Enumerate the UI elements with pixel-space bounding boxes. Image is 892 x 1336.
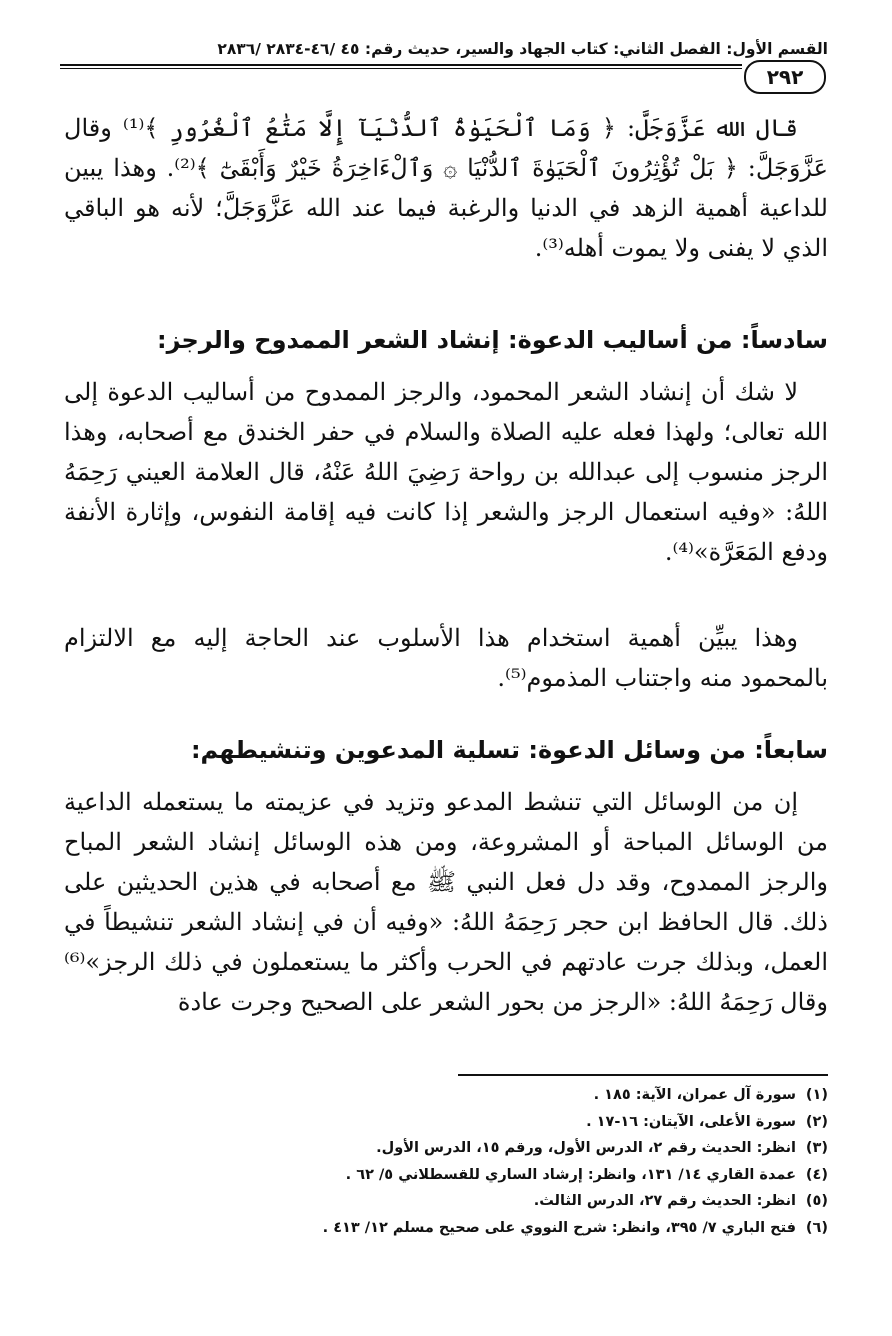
header-rule-thin [60, 68, 742, 69]
paragraph-poetry [64, 372, 828, 572]
page-number: ٢٩٢ [744, 60, 826, 94]
footnote-text: انظر: الحديث رقم ٢، الدرس الأول، ورقم ١٥، الدرس الأول. [376, 1140, 796, 1156]
footnote-number: (٥) [805, 1193, 828, 1209]
paragraph-zuhd [64, 108, 828, 268]
footnote-item [88, 1215, 828, 1242]
footnote-text: سورة الأعلى، الآيتان: ١٦-١٧ . [586, 1113, 796, 1130]
footnote-item [88, 1162, 828, 1189]
footnote-text: عمدة القاري ١٤/ ١٣١، وانظر: إرشاد الساري للقسطلاني ٥/ ٦٢ . [345, 1166, 796, 1183]
footnote-number: (٦) [805, 1219, 828, 1236]
header-rule [60, 64, 742, 66]
footnote-divider [458, 1074, 828, 1076]
footnote-number: (٢) [805, 1113, 828, 1130]
section-heading-six: سادساً: من أساليب الدعوة: إنشاد الشعر الممدوح والرجز: [157, 326, 828, 354]
footnote-item [88, 1082, 828, 1109]
footnote-text: سورة آل عمران، الآية: ١٨٥ . [593, 1087, 796, 1103]
footnote-number: (٣) [805, 1140, 828, 1156]
footnote-number: (٤) [805, 1166, 828, 1183]
paragraph-text: لا شك أن إنشاد الشعر المحمود، والرجز الممدوح من أساليب الدعوة إلى الله تعالى؛ ولهذا فعله عليه الصلاة والسلام في حفر الخندق مع أصحابه، وهذا الرجز منسوب إلى عبدالله بن رواحة رَضِيَ اللهُ عَنْهُ، قال العلامة العيني رَحِمَهُ اللهُ: «وفيه استعمال الرجز والشعر إذا كانت فيه إقامة النفوس، وإثارة الأنفة ودفع المَعَرَّة»⁽⁴⁾. [64, 378, 828, 566]
footnote-number: (١) [805, 1087, 828, 1103]
footnote-item [88, 1109, 828, 1136]
paragraph-text: قال الله عَزَّوَجَلَّ: ﴿ وَمَا ٱلْحَيَوٰةُ ٱلدُّنْيَآ إِلَّا مَتَٰعُ ٱلْغُرُورِ ﴾⁽¹⁾ وقال عَزَّوَجَلَّ: ﴿ بَلْ تُؤْثِرُونَ ٱلْحَيَوٰةَ ٱلدُّنْيَا ۞ وَٱلْءَاخِرَةُ خَيْرٌ وَأَبْقَىٰٓ ﴾⁽²⁾. وهذا يبين للداعية أهمية الزهد في الدنيا والرغبة فيما عند الله عَزَّوَجَلَّ؛ لأنه هو الباقي الذي لا يفنى ولا يموت أهله⁽³⁾. [64, 114, 828, 262]
paragraph-encouragement [64, 782, 828, 1022]
footnote-text: انظر: الحديث رقم ٢٧، الدرس الثالث. [533, 1193, 796, 1209]
paragraph-text: وهذا يبيِّن أهمية استخدام هذا الأسلوب عند الحاجة إليه مع الالتزام بالمحمود منه واجتناب المذموم⁽⁵⁾. [64, 624, 828, 692]
footnotes [88, 1082, 828, 1241]
paragraph-importance [64, 618, 828, 698]
running-header: القسم الأول: الفصل الثاني: كتاب الجهاد والسير، حديث رقم: ٤٥ /٤٦-٢٨٣٤ /٢٨٣٦ [217, 40, 828, 58]
section-heading-seven: سابعاً: من وسائل الدعوة: تسلية المدعوين وتنشيطهم: [190, 736, 828, 764]
footnote-item [88, 1188, 828, 1215]
paragraph-text: إن من الوسائل التي تنشط المدعو وتزيد في عزيمته ما يستعمله الداعية من الوسائل المباحة أو المشروعة، ومن هذه الوسائل إنشاد الشعر المباح والرجز الممدوح، وقد دل فعل النبي ﷺ مع أصحابه في هذين الحديثين على ذلك. قال الحافظ ابن حجر رَحِمَهُ اللهُ: «وفيه أن في إنشاد الشعر تنشيطاً في العمل، وبذلك جرت عادتهم في الحرب وأكثر ما يستعملون في ذلك الرجز»⁽⁶⁾ وقال رَحِمَهُ اللهُ: «الرجز من بحور الشعر على الصحيح وجرت عادة [64, 788, 828, 1016]
footnote-text: فتح الباري ٧/ ٣٩٥، وانظر: شرح النووي على صحيح مسلم ١٢/ ٤١٣ . [322, 1219, 796, 1236]
footnote-item [88, 1135, 828, 1162]
